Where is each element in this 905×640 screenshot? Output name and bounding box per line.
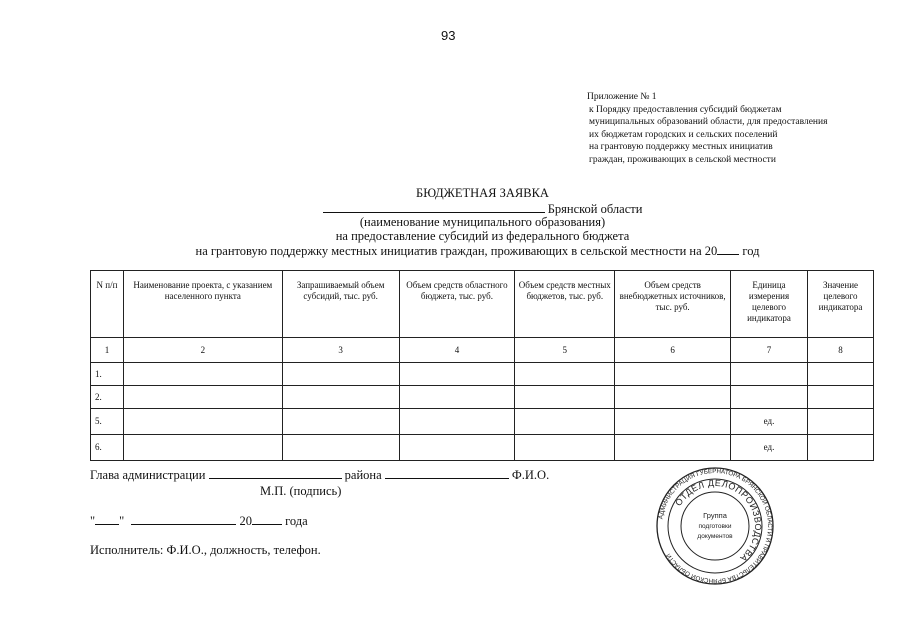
table-cell	[807, 409, 873, 435]
column-number: 2	[123, 338, 282, 363]
column-number: 1	[91, 338, 124, 363]
table-row	[91, 363, 874, 386]
date-close-quote: "	[119, 514, 125, 528]
unit-cell	[731, 363, 808, 386]
municipality-blank	[323, 201, 545, 213]
stamp-ring-text: ОТДЕЛ ДЕЛОПРОИЗВОДСТВА	[673, 477, 764, 564]
district-blank	[385, 467, 509, 479]
header-cell: Значение целевого индикатора	[807, 271, 873, 338]
fio-label: Ф.И.О.	[511, 468, 550, 482]
row-number: 1.	[91, 363, 124, 386]
table-cell	[399, 409, 515, 435]
stamp-sign-label: М.П. (подпись)	[260, 484, 342, 498]
appendix-line: их бюджетам городских и сельских поселений	[589, 129, 778, 140]
table-cell	[515, 409, 615, 435]
stamp-center-line: документов	[697, 533, 733, 540]
year-prefix: 20	[239, 514, 252, 528]
table-cell	[515, 386, 615, 409]
column-number: 4	[399, 338, 515, 363]
table-cell	[615, 409, 731, 435]
page-number: 93	[441, 28, 456, 43]
table-cell	[123, 363, 282, 386]
table-cell	[399, 363, 515, 386]
day-blank	[95, 513, 119, 525]
stamp-center-line: подготовки	[698, 523, 732, 530]
table-cell	[282, 435, 399, 461]
table-cell	[282, 386, 399, 409]
month-blank	[131, 513, 236, 525]
heading-line-3: на предоставление субсидий из федерального бюджета	[335, 228, 630, 243]
column-number: 7	[731, 338, 808, 363]
header-cell: Объем средств местных бюджетов, тыс. руб.	[515, 271, 615, 338]
table-cell	[123, 435, 282, 461]
heading-line-4	[0, 243, 905, 259]
district-label: района	[344, 468, 382, 482]
appendix-line: на грантовую поддержку местных инициатив	[589, 142, 773, 153]
head-label: Глава администрации	[90, 468, 206, 482]
column-number: 5	[515, 338, 615, 363]
table-row	[91, 409, 874, 435]
unit-cell: ед.	[731, 409, 808, 435]
appendix-line: к Порядку предоставления субсидий бюджетам	[589, 104, 782, 115]
table-cell	[615, 363, 731, 386]
year-suffix: года	[285, 514, 308, 528]
budget-table	[90, 270, 874, 461]
row-number: 2.	[91, 386, 124, 409]
document-title: БЮДЖЕТНАЯ ЗАЯВКА	[416, 186, 549, 200]
unit-cell	[731, 386, 808, 409]
year-blank-2	[252, 513, 282, 525]
table-cell	[399, 386, 515, 409]
table-row	[91, 386, 874, 409]
header-cell: Объем средств областного бюджета, тыс. руб.	[399, 271, 515, 338]
stamp-center-line: Группа	[703, 511, 727, 520]
appendix-line: граждан, проживающих в сельской местности	[589, 154, 776, 165]
column-number-row	[91, 338, 874, 363]
table-cell	[282, 409, 399, 435]
table-cell	[807, 363, 873, 386]
official-stamp	[655, 466, 775, 586]
table-cell	[615, 386, 731, 409]
table-cell	[399, 435, 515, 461]
date-line	[90, 513, 308, 529]
table-cell	[515, 363, 615, 386]
header-cell: Запрашиваемый объем субсидий, тыс. руб.	[282, 271, 399, 338]
year-blank	[717, 243, 739, 255]
stamp-outer-text: АДМИНИСТРАЦИЯ ГУБЕРНАТОРА БРЯНСКОЙ ОБЛАСТИ И ПРАВИТЕЛЬСТВА БРЯНСКОЙ ОБЛАСТИ	[657, 467, 774, 585]
table-cell	[615, 435, 731, 461]
region-label: Брянской области	[547, 201, 643, 216]
municipality-line	[0, 201, 905, 217]
header-cell: Единица измерения целевого индикатора	[731, 271, 808, 338]
table-cell	[807, 386, 873, 409]
date-open-quote: "	[90, 514, 96, 528]
row-number: 5.	[91, 409, 124, 435]
document-heading	[0, 187, 905, 259]
table-cell	[123, 409, 282, 435]
appendix-note	[587, 91, 827, 167]
header-cell: Наименование проекта, с указанием населенного пункта	[123, 271, 282, 338]
column-number: 6	[615, 338, 731, 363]
header-cell: Объем средств внебюджетных источников, тыс. руб.	[615, 271, 731, 338]
column-number: 8	[807, 338, 873, 363]
row-number: 6.	[91, 435, 124, 461]
table-cell	[515, 435, 615, 461]
table-cell	[807, 435, 873, 461]
table-cell	[282, 363, 399, 386]
head-signature-line	[90, 467, 549, 483]
municipality-hint: (наименование муниципального образования)	[359, 215, 606, 229]
appendix-line: Приложение № 1	[587, 92, 657, 102]
header-cell: N п/п	[91, 271, 124, 338]
heading-line-4-text: на грантовую поддержку местных инициатив граждан, проживающих в сельской местности на 20	[195, 244, 718, 258]
heading-year-suffix: год	[742, 244, 760, 258]
table-row	[91, 435, 874, 461]
head-blank	[209, 467, 342, 479]
unit-cell: ед.	[731, 435, 808, 461]
appendix-line: муниципальных образований области, для предоставления	[589, 117, 828, 128]
table-header-row	[91, 271, 874, 338]
column-number: 3	[282, 338, 399, 363]
executor-line: Исполнитель: Ф.И.О., должность, телефон.	[90, 543, 321, 557]
table-cell	[123, 386, 282, 409]
